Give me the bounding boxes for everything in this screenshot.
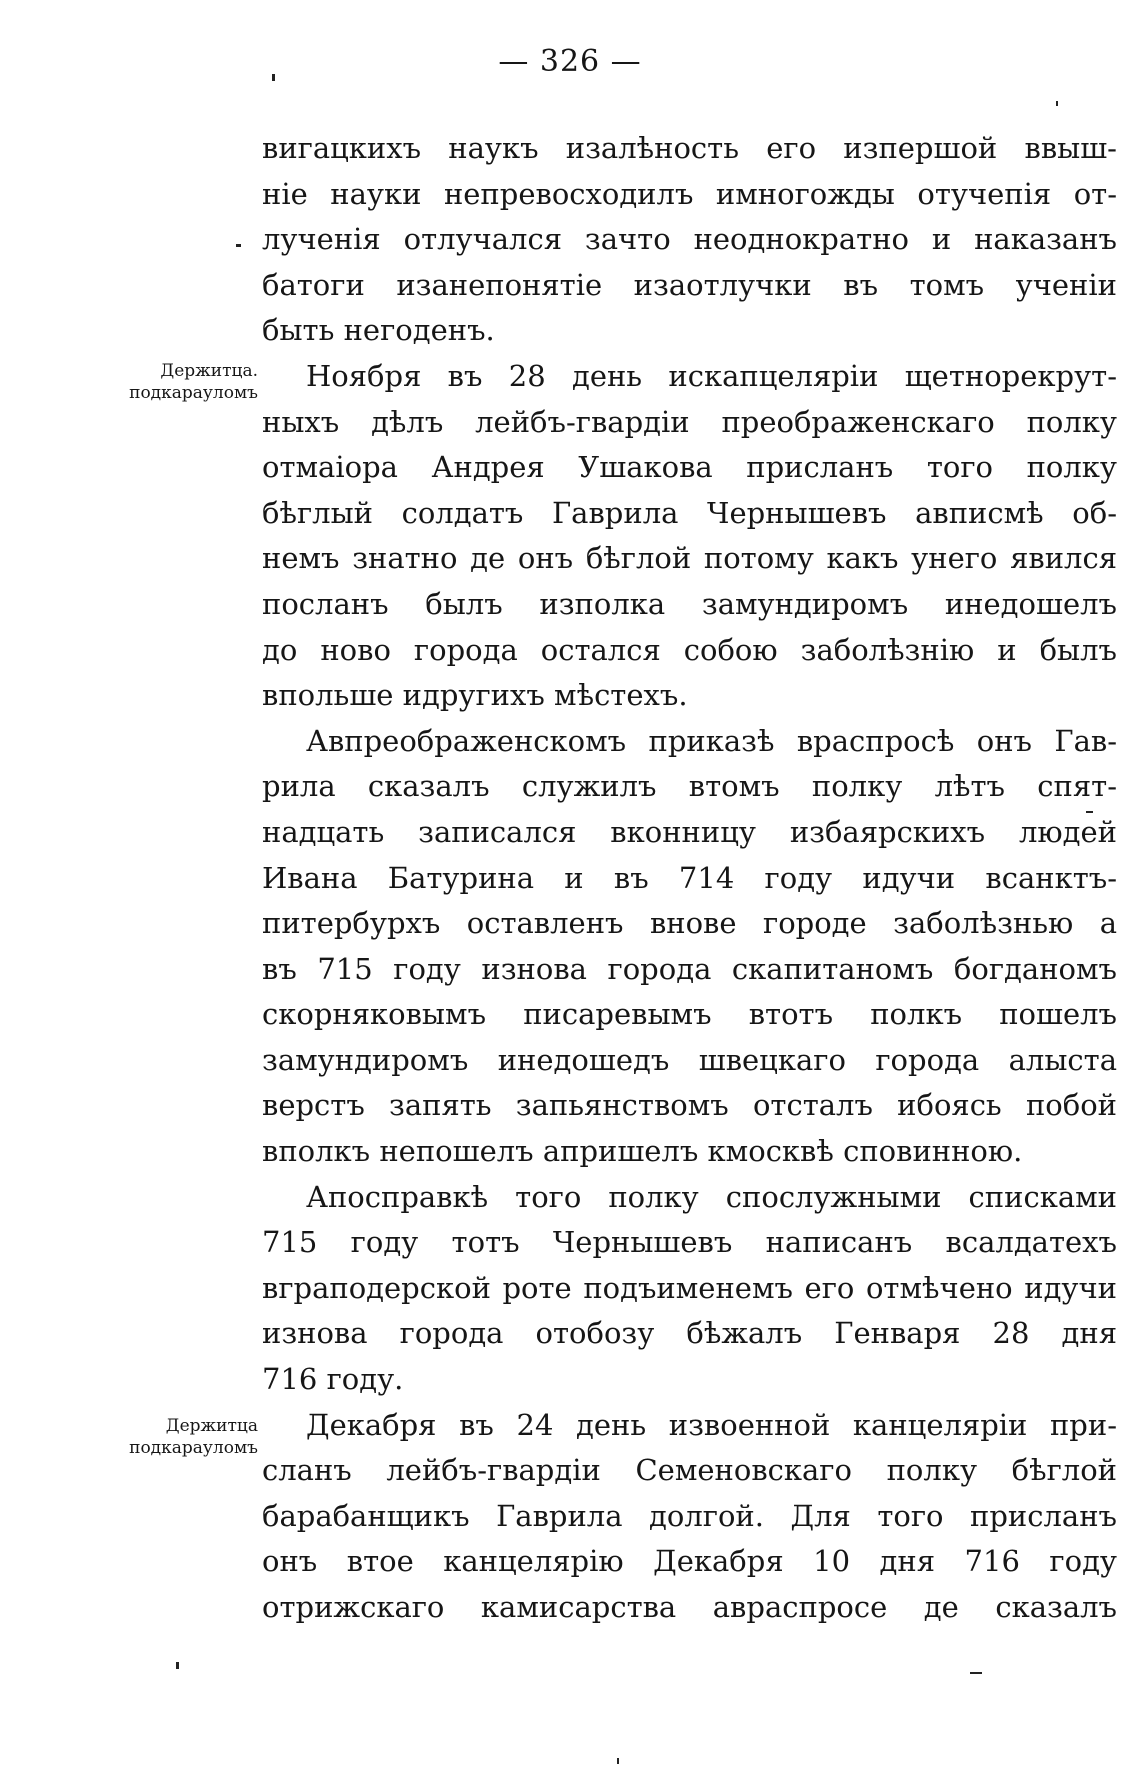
print-speck — [272, 74, 275, 81]
text-line: изнова города отобозу бѣжалъ Генваря 28 дня — [262, 1316, 1117, 1351]
text-line: замундиромъ инедошедъ швецкаго города алыста — [262, 1042, 1117, 1077]
text-line: онъ втое канцелярію Декабря 10 дня 716 году — [262, 1544, 1117, 1579]
text-line: Апосправкѣ того полку спослужными списками — [306, 1179, 1117, 1214]
text-line: въ 715 году изнова города скапитаномъ богданомъ — [262, 951, 1117, 986]
text-line: сланъ лейбъ-гвардіи Семеновскаго полку бѣглой — [262, 1453, 1117, 1488]
print-speck — [236, 244, 241, 247]
print-speck — [617, 1758, 619, 1764]
text-line: ніе науки непревосходилъ имногожды отучепія от- — [262, 176, 1117, 211]
margin-note-line: Держитца — [165, 1416, 258, 1436]
text-line: 715 году тотъ Чернышевъ написанъ всалдатехъ — [262, 1225, 1117, 1260]
text-line: Ноября въ 28 день искапцеляріи щетнорекрут- — [306, 358, 1117, 393]
print-speck — [970, 1672, 982, 1674]
text-line: бѣглый солдатъ Гаврила Чернышевъ авписмѣ об- — [262, 495, 1117, 530]
text-line: 716 году. — [262, 1362, 404, 1397]
text-line: скорняковымъ писаревымъ втотъ полкъ пошелъ — [262, 997, 1117, 1032]
text-line: верстъ запять запьянствомъ отсталъ ибоясь побой — [262, 1088, 1117, 1123]
text-line: отмаіора Андрея Ушакова присланъ того полку — [262, 450, 1117, 485]
text-line: Декабря въ 24 день извоенной канцеляріи при- — [306, 1407, 1117, 1442]
text-line: до ново города остался собою заболѣзнію и былъ — [262, 632, 1117, 667]
margin-note-line: подкарауломъ — [129, 1438, 258, 1458]
print-speck — [1056, 101, 1058, 106]
text-line: питербурхъ оставленъ внове городе заболѣзнью а — [262, 906, 1117, 941]
text-line: батоги изанепонятіе изаотлучки въ томъ ученіи — [262, 267, 1117, 302]
text-line: посланъ былъ изполка замундиромъ инедошелъ — [262, 586, 1117, 621]
text-line: впольше идругихъ мѣстехъ. — [262, 678, 688, 713]
text-line: барабанщикъ Гаврила долгой. Для того присланъ — [262, 1498, 1117, 1533]
margin-note-line: Держитца. — [160, 361, 258, 381]
margin-note-2 — [88, 1415, 258, 1459]
page-number: — 326 — — [498, 44, 642, 79]
text-line: Ивана Батурина и въ 714 году идучи всанктъ- — [262, 860, 1117, 895]
text-line: вигацкихъ наукъ изалѣность его изпершой ввыш- — [262, 131, 1117, 165]
text-line: немъ знатно де онъ бѣглой потому какъ унего явился — [262, 541, 1117, 576]
text-line: отрижскаго камисарства авраспросе де сказалъ — [262, 1590, 1117, 1624]
text-line: вграподерской роте подъименемъ его отмѣчено идучи — [262, 1270, 1117, 1305]
margin-note-line: подкарауломъ — [129, 383, 258, 403]
text-line: ныхъ дѣлъ лейбъ-гвардіи преображенскаго полку — [262, 404, 1117, 439]
text-line: лученія отлучался зачто неоднократно и наказанъ — [262, 222, 1117, 257]
text-line: быть негоденъ. — [262, 313, 495, 348]
body-text — [262, 126, 1117, 1631]
print-speck — [176, 1662, 179, 1669]
print-speck — [1086, 811, 1093, 813]
text-line: рила сказалъ служилъ втомъ полку лѣтъ спят- — [262, 769, 1117, 804]
text-line: вполкъ непошелъ апришелъ кмосквѣ сповинною. — [262, 1134, 1023, 1169]
margin-note-1 — [88, 360, 258, 404]
text-line: Авпреображенскомъ приказѣ враспросѣ онъ Гав- — [306, 723, 1117, 758]
text-line: надцать записался вконницу избаярскихъ людей — [262, 814, 1117, 849]
